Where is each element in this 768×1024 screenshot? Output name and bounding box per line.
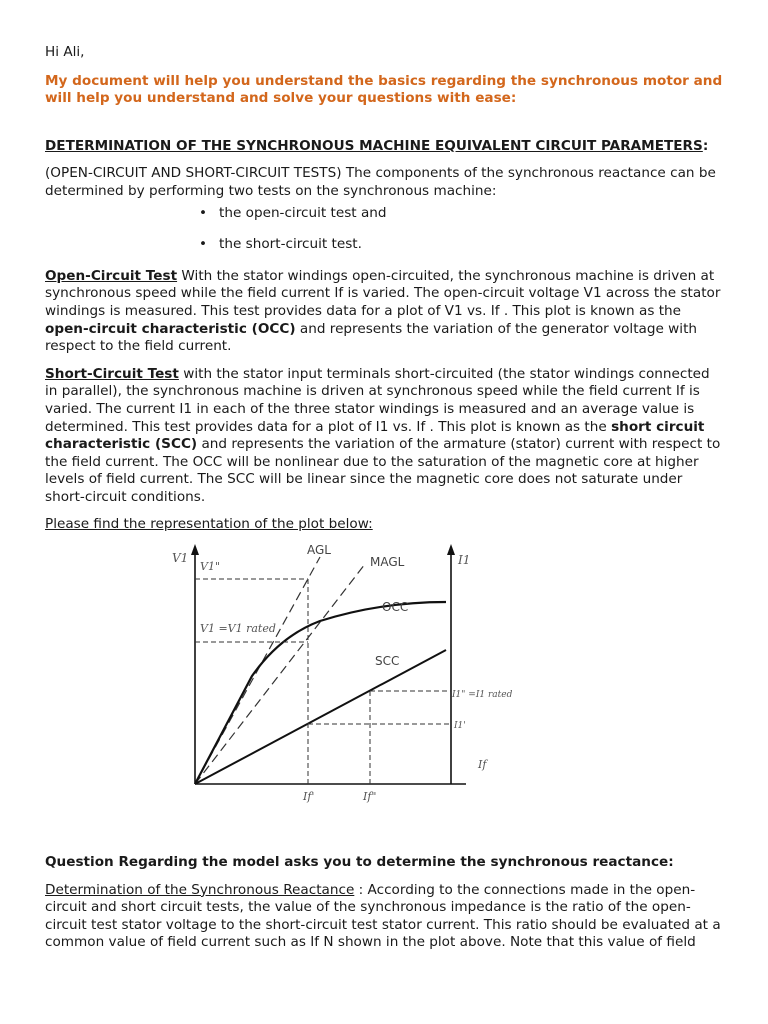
list-item: • the short-circuit test.: [45, 236, 725, 254]
scc-line: [195, 650, 446, 784]
open-circuit-text: With the stator windings open-circuited, the synchronous machine is driven at synchronous speed while the field current If is varied. The open-circuit voltage V1 across the stator windings is measured. This test provides data for a plot of V1 vs. If . This plot is known as the: [45, 267, 721, 319]
short-circuit-text: with the stator input terminals short-circuited (the stator windings connected in parallel), the synchronous machine is driven at synchronous speed while the field current If is varied. The current I1 in each of the three stator windings is measured and an average value is determined. This test provides data for a plot of I1 vs. If . This plot is known as the: [45, 365, 710, 435]
occ-scc-diagram: [160, 540, 520, 832]
agl-label: AGL: [307, 543, 331, 558]
list-item: • the open-circuit test and: [45, 205, 725, 223]
short-circuit-text-end: and represents the variation of the armature (stator) current with respect to the field current. The OCC will be nonlinear due to the saturation of the magnetic core at higher levels of field current. The SCC will be linear since the magnetic core does not saturate under short-circuit conditions.: [45, 436, 721, 505]
reactance-paragraph: [45, 882, 725, 952]
section-heading-text: DETERMINATION OF THE SYNCHRONOUS MACHINE EQUIVALENT CIRCUIT PARAMETERS: [45, 137, 703, 154]
occ-label: OCC: [382, 600, 409, 615]
right-axis-label: I1: [458, 553, 471, 568]
v1-prime-label: V1": [200, 560, 221, 574]
plot-intro: Please find the representation of the plot below:: [45, 516, 373, 533]
intro-text: My document will help you understand the basics regarding the synchronous motor and will help you understand and solve your questions with ease:: [45, 72, 723, 107]
short-circuit-paragraph: [45, 366, 725, 507]
open-circuit-title: Open-Circuit Test: [45, 267, 178, 284]
magl-line: [195, 564, 365, 784]
left-axis-arrow: [191, 544, 199, 555]
i1-rated-label: I1" =I1 rated: [452, 690, 513, 701]
document-page: [45, 44, 725, 962]
left-axis-label: V1: [172, 551, 189, 566]
reactance-title: Determination of the Synchronous Reactance: [45, 881, 355, 898]
right-axis-arrow: [447, 544, 455, 555]
open-circuit-text-end: and represents the variation of the generator voltage with respect to the field current.: [45, 320, 698, 355]
open-circuit-paragraph: [45, 268, 725, 356]
scc-term: short circuit characteristic (SCC): [45, 418, 705, 453]
i1-label: I1': [454, 721, 466, 732]
occ-term: open-circuit characteristic (OCC): [45, 320, 296, 337]
greeting: Hi Ali,: [45, 44, 85, 60]
v1-rated-label: V1 =V1 rated: [200, 622, 276, 636]
test-list: [45, 205, 725, 254]
if-prime-label: If': [303, 790, 315, 804]
section-heading: [45, 138, 725, 156]
question-heading: Question Regarding the model asks you to determine the synchronous reactance:: [45, 854, 674, 871]
if-double-prime-label: If": [363, 790, 377, 804]
section-heading-colon: :: [702, 137, 709, 154]
magl-label: MAGL: [370, 555, 405, 570]
x-axis-label: If: [478, 758, 487, 772]
reactance-text: : According to the connections made in the open-circuit and short circuit tests, the value of the synchronous impedance is the ratio of the open-circuit test stator voltage to the short-circuit test stator current. This ratio should be evaluated at a common value of field current such as If N shown in the plot above. Note that this value of field: [45, 881, 721, 951]
short-circuit-title: Short-Circuit Test: [45, 365, 179, 382]
occ-scc-figure: [45, 540, 725, 842]
scc-label: SCC: [375, 654, 400, 669]
section-body: (OPEN-CIRCUIT AND SHORT-CIRCUIT TESTS) The components of the synchronous reactance can be determined by performing two tests on the synchronous machine:: [45, 165, 716, 199]
